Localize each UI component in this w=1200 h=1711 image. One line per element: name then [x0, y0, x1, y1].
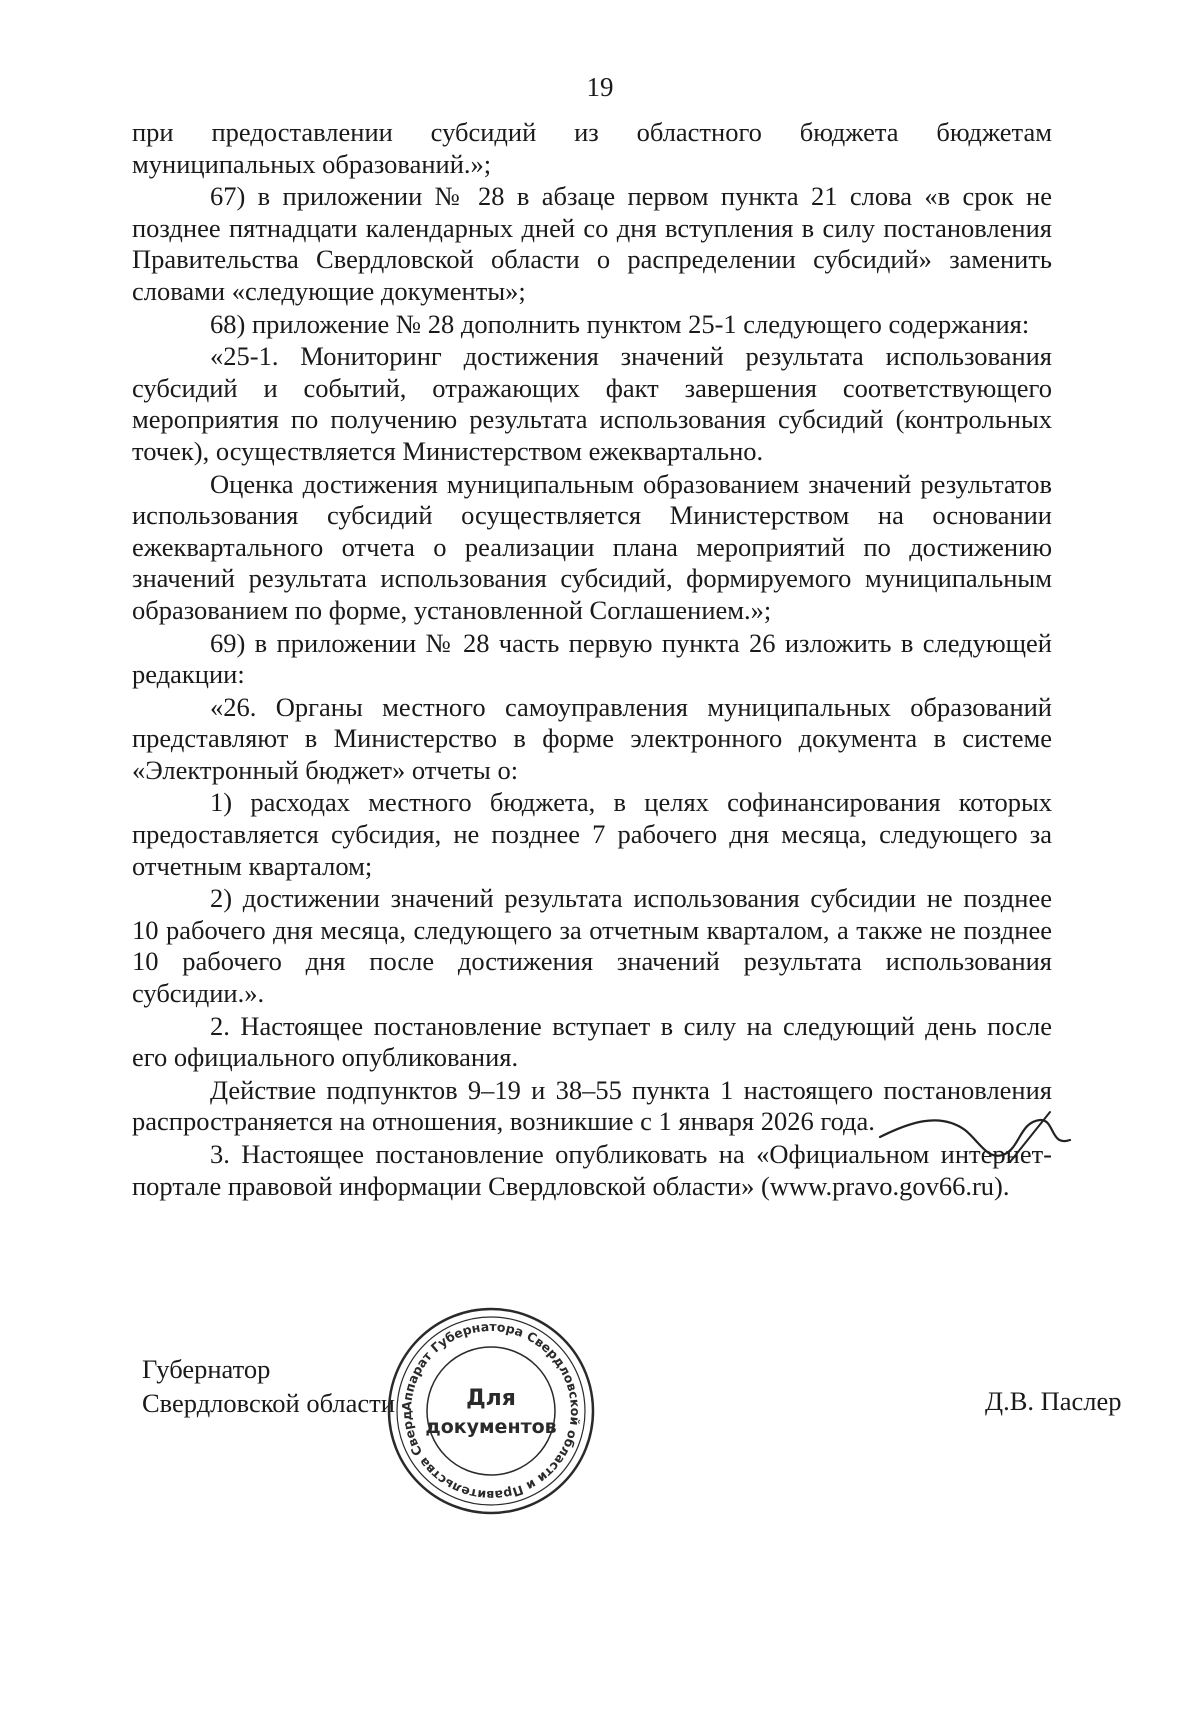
paragraph-clause-3: 3. Настоящее постановление опубликовать на «Официальном интернет-портале правовой информации Свердловской области» (www.pravo.gov66.ru). — [132, 1139, 1052, 1201]
paragraph-subitem-1: 1) расходах местного бюджета, в целях софинансирования которых предоставляется субсидия, не позднее 7 рабочего дня месяца, следующего за отчетным кварталом; — [132, 787, 1052, 881]
svg-text:Аппарат Губернатора Свердловск: Аппарат Губернатора Свердловской области и Правительства Свердловской области ★ — [379, 1293, 584, 1504]
signatory-title-line1: Губернатор — [142, 1354, 271, 1384]
paragraph-clause-2: 2. Настоящее постановление вступает в силу на следующий день после его официального опубликования. — [132, 1010, 1052, 1073]
svg-text:документов: документов — [425, 1416, 557, 1438]
signature-scribble-icon — [870, 1092, 1100, 1172]
svg-text:Для: Для — [466, 1386, 516, 1411]
signatory-title-line2: Свердловской области — [142, 1388, 395, 1418]
paragraph-point-26: «26. Органы местного самоуправления муниципальных образований представляют в Министерство в форме электронного документа в системе «Электронный бюджет» отчеты о: — [132, 691, 1052, 785]
paragraph-item-67: 67) в приложении № 28 в абзаце первом пункта 21 слова «в срок не позднее пятнадцати календарных дней со дня вступления в силу постановления Правительства Свердловской области о распределении субсидий» заменить словами «следующие документы»; — [132, 181, 1052, 306]
handwritten-signature — [870, 1092, 1100, 1172]
paragraph-continuation: при предоставлении субсидий из областного бюджета бюджетам муниципальных образований.»; — [132, 117, 1052, 179]
document-body — [132, 117, 1052, 1202]
paragraph-subitem-2: 2) достижении значений результата использования субсидии не позднее 10 рабочего дня месяца, следующего за отчетным кварталом, а также не позднее 10 рабочего дня после достижения значений результата использования субсидии.». — [132, 883, 1052, 1009]
seal-icon — [379, 1293, 597, 1517]
paragraph-point-25-1: «25-1. Мониторинг достижения значений результата использования субсидий и событий, отражающих факт завершения соответствующего мероприятия по получению результата использования субсидий (контрольных точек), осуществляется Министерством ежеквартально. — [132, 341, 1052, 466]
paragraph-item-68: 68) приложение № 28 дополнить пунктом 25-1 следующего содержания: — [210, 308, 1030, 339]
paragraph-effect: Действие подпунктов 9–19 и 38–55 пункта 1 настоящего постановления распространяется на отношения, возникшие с 1 января 2026 года. — [132, 1074, 1052, 1137]
official-seal — [379, 1293, 597, 1517]
signatory-name: Д.В. Паслер — [985, 1386, 1122, 1416]
paragraph-item-69: 69) в приложении № 28 часть первую пункта 26 изложить в следующей редакции: — [132, 627, 1052, 690]
page-number: 19 — [586, 72, 614, 102]
signatory-title — [142, 1352, 395, 1420]
paragraph-assessment: Оценка достижения муниципальным образованием значений результатов использования субсидий осуществляется Министерством на основании ежеквартального отчета о реализации плана мероприятий по достижению значений результата использования субсидий, формируемого муниципальным образованием по форме, установленной Соглашением.»; — [132, 468, 1052, 625]
